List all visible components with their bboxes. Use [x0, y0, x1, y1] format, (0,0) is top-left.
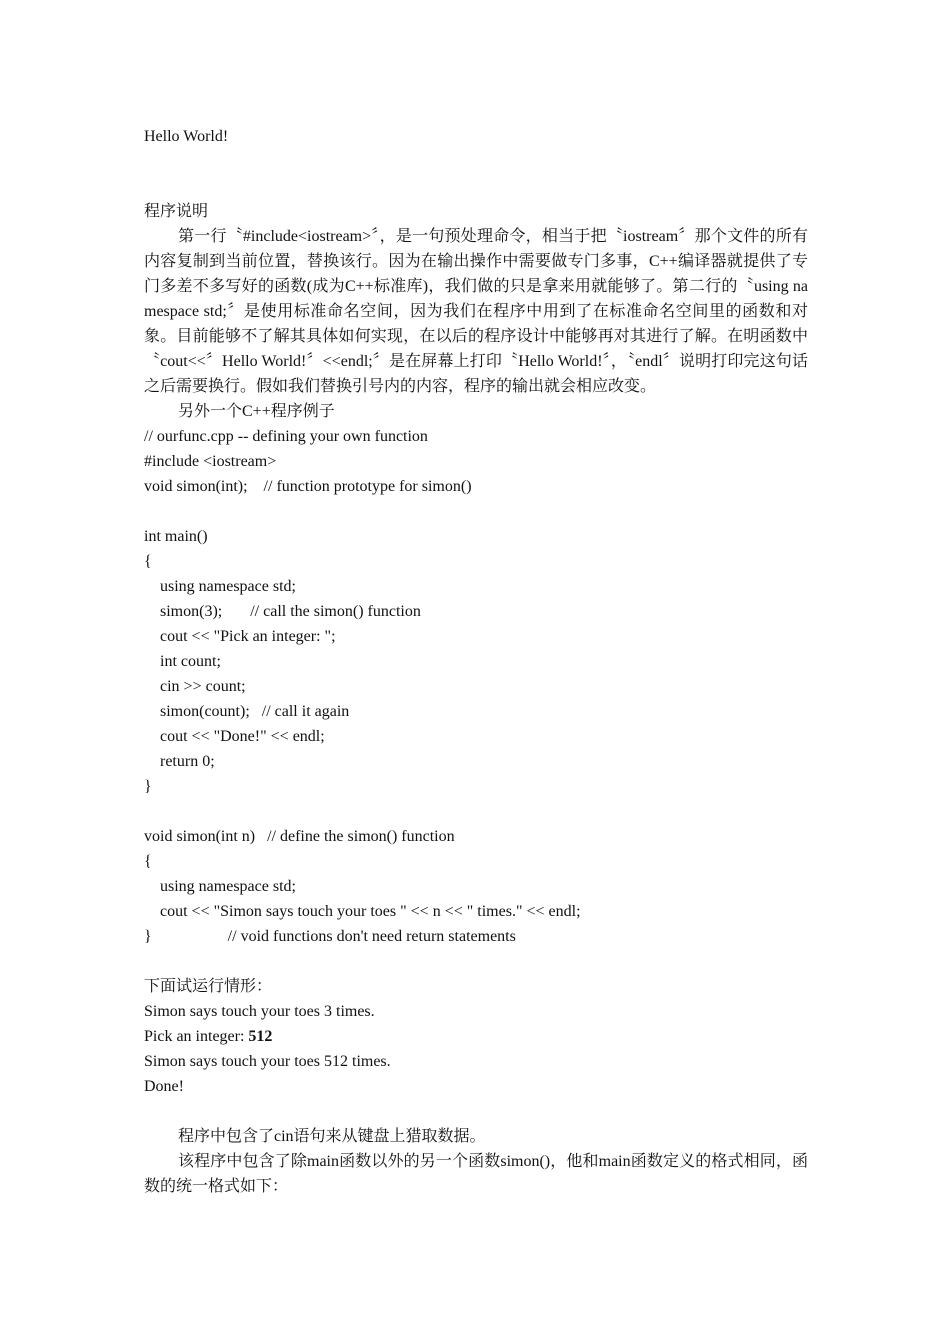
code-line: void simon(int n) // define the simon() function: [144, 828, 455, 845]
code-line: // ourfunc.cpp -- defining your own function: [144, 428, 428, 445]
code-line: {: [144, 853, 152, 870]
output-line: Done!: [144, 1078, 184, 1095]
code-line: int count;: [160, 653, 221, 670]
output-line: Simon says touch your toes 3 times.: [144, 1003, 375, 1020]
another-example-heading: 另外一个C++程序例子: [178, 403, 335, 420]
document-body: [144, 124, 808, 1199]
code-line: cout << "Pick an integer: ";: [160, 628, 336, 645]
code-line: cin >> count;: [160, 678, 246, 695]
code-line: using namespace std;: [160, 578, 296, 595]
output-line: [144, 1024, 808, 1049]
spacer: [144, 949, 808, 974]
code-line: {: [144, 553, 152, 570]
code-line: cout << "Done!" << endl;: [160, 728, 325, 745]
code-line: } // void functions don't need return statements: [144, 928, 516, 945]
code-line: simon(count); // call it again: [160, 703, 350, 720]
user-input-value: 512: [248, 1028, 273, 1045]
run-output: [144, 999, 808, 1099]
explanation-paragraph: 第一行〝#include<iostream>〞，是一句预处理命令，相当于把〝iostream〞那个文件的所有内容复制到当前位置，替换该行。因为在输出操作中需要做专门多事，C++编译器就提供了专门多差不多写好的函数(成为C++标准库)，我们做的只是拿来用就能够了。第二行的〝using namespace std;〞是使用标准命名空间，因为我们在程序中用到了在标准命名空间里的函数和对象。目前能够不了解其具体如何实现，在以后的程序设计中能够再对其进行了解。在明函数中〝cout<<〞Hello World!〞<<endl;〞是在屏幕上打印〝Hello World!〞，〝endl〞说明打印完这句话之后需要换行。假如我们替换引号内的内容，程序的输出就会相应改变。: [144, 228, 808, 395]
code-line: cout << "Simon says touch your toes " << n << " times." << endl;: [160, 903, 581, 920]
note-paragraph: 该程序中包含了除main函数以外的另一个函数simon()，他和main函数定义的格式相同，函数的统一格式如下：: [144, 1153, 808, 1195]
code-line: simon(3); // call the simon() function: [160, 603, 421, 620]
note-paragraph: 程序中包含了cin语句来从键盘上猎取数据。: [178, 1128, 486, 1145]
hello-world-line: Hello World!: [144, 128, 229, 145]
spacer: [144, 799, 808, 824]
code-line: #include <iostream>: [144, 453, 277, 470]
spacer: [144, 499, 808, 524]
section-title: 程序说明: [144, 203, 209, 220]
spacer: [144, 1099, 808, 1124]
run-title: 下面试运行情形：: [144, 978, 273, 995]
code-block: [144, 424, 808, 949]
spacer: [144, 149, 808, 174]
output-prompt: Pick an integer:: [144, 1028, 249, 1045]
code-line: return 0;: [160, 753, 215, 770]
code-line: int main(): [144, 528, 208, 545]
code-line: }: [144, 778, 152, 795]
code-line: void simon(int); // function prototype for simon(): [144, 478, 472, 495]
code-line: using namespace std;: [160, 878, 296, 895]
spacer: [144, 174, 808, 199]
output-line: Simon says touch your toes 512 times.: [144, 1053, 391, 1070]
